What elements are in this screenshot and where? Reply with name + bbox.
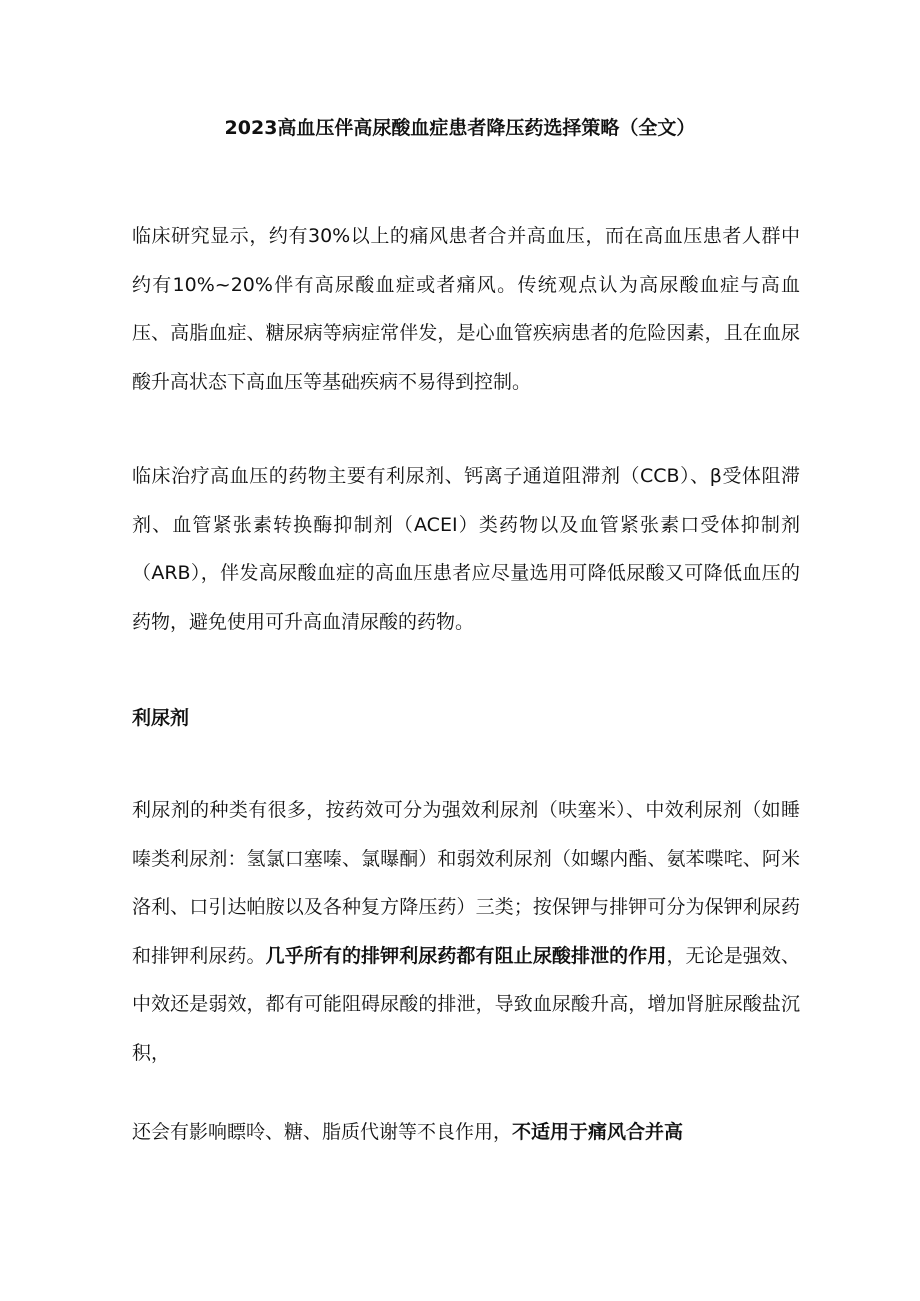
section-heading-diuretics: 利尿剂 — [132, 707, 190, 729]
paragraph-diuretics-text-1: 利尿剂的种类有很多，按药效可分为强效利尿剂（呋塞米）、中效利尿剂（如睡嗪类利尿剂：氢氯口塞嗪、氯曝酮）和弱效利尿剂（如螺内酯、氨苯喋咤、阿米洛利、口引达帕胺以及各种复方降压药）三类；按保钾与排钾可分为保钾利尿药和排钾利尿药。 — [132, 799, 800, 967]
paragraph-side-effects — [132, 1108, 800, 1157]
paragraph-diuretics — [132, 786, 800, 1077]
paragraph-drugs-overview — [132, 452, 800, 646]
paragraph-diuretics-text-2: ，无论是强效、中效还是弱效，都有可能阻碍尿酸的排泄，导致血尿酸升高，增加肾脏尿酸盐沉积， — [132, 944, 800, 1064]
document-title: 2023高血压伴高尿酸血症患者降压药选择策略（全文） — [224, 117, 696, 139]
paragraph-intro — [132, 212, 800, 406]
paragraph-intro-text: 临床研究显示，约有30%以上的痛风患者合并高血压，而在高血压患者人群中约有10%~20%伴有高尿酸血症或者痛风。传统观点认为高尿酸血症与高血压、高脂血症、糖尿病等病症常伴发，是心血管疾病患者的危险因素，且在血尿酸升高状态下高血压等基础疾病不易得到控制。 — [132, 225, 800, 393]
paragraph-drugs-overview-text: 临床治疗高血压的药物主要有利尿剂、钙离子通道阻滞剂（CCB）、β受体阻滞剂、血管紧张素转换酶抑制剂（ACEI）类药物以及血管紧张素口受体抑制剂（ARB），伴发高尿酸血症的高血压患者应尽量选用可降低尿酸又可降低血压的药物，避免使用可升高血清尿酸的药物。 — [132, 465, 800, 633]
paragraph-diuretics-bold: 几乎所有的排钾利尿药都有阻止尿酸排泄的作用 — [265, 944, 667, 967]
paragraph-side-effects-text: 还会有影响瞟呤、糖、脂质代谢等不良作用， — [132, 1121, 513, 1143]
paragraph-side-effects-bold: 不适用于痛风合并高 — [512, 1121, 684, 1143]
